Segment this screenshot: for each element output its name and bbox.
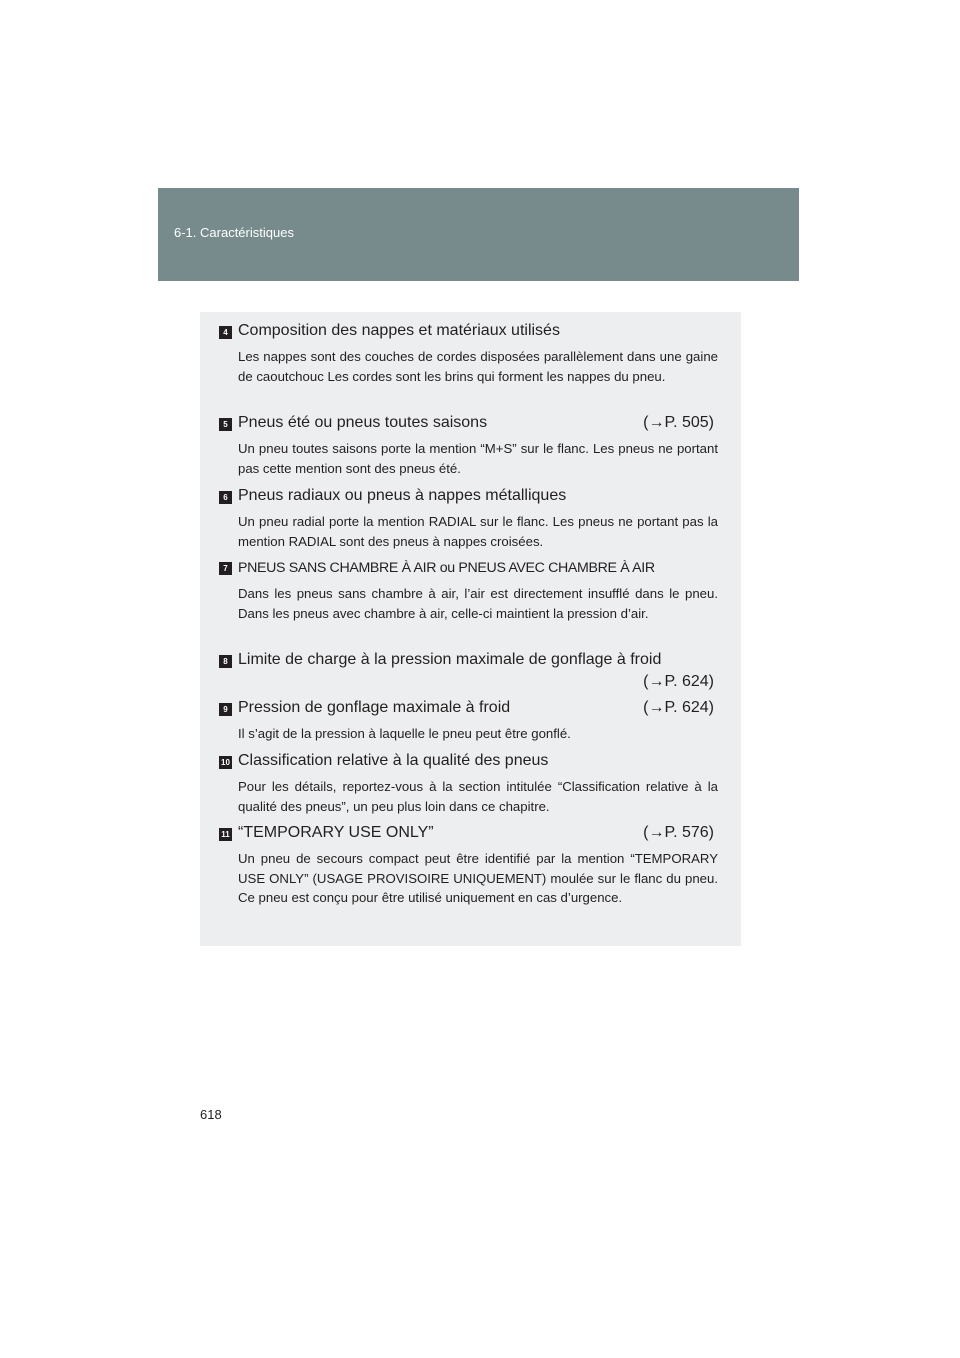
item-number-badge: 10 <box>219 756 232 769</box>
item-title: Pression de gonflage maximale à froid <box>238 699 511 716</box>
item-description: Il s’agit de la pression à laquelle le pneu peut être gonflé. <box>238 726 571 741</box>
item-description: Pour les détails, reportez-vous à la section intitulée “Classification relative à la qualité des pneus”, un peu plus loin dans ce chapitre. <box>238 779 718 814</box>
item-number-badge: 6 <box>219 491 232 504</box>
item-description: Les nappes sont des couches de cordes disposées parallèlement dans une gaine de caoutchouc Les cordes sont les brins qui forment les nappes du pneu. <box>238 349 718 384</box>
item-number-badge: 11 <box>219 828 232 841</box>
page-reference[interactable]: (→P. 624) <box>643 673 714 690</box>
item-description: Un pneu radial porte la mention RADIAL sur le flanc. Les pneus ne portant pas la mention RADIAL sont des pneus à nappes croisées. <box>238 514 718 549</box>
item-title: Pneus radiaux ou pneus à nappes métalliques <box>238 487 567 504</box>
item-number-badge: 9 <box>219 703 232 716</box>
section-title: 6-1. Caractéristiques <box>174 225 294 240</box>
item-number-badge: 8 <box>219 655 232 668</box>
item-number-badge: 4 <box>219 326 232 339</box>
item-description: Dans les pneus sans chambre à air, l’air est directement insufflé dans le pneu. Dans les pneus avec chambre à air, celle-ci maintient la pression d’air. <box>238 586 718 621</box>
item-title: Pneus été ou pneus toutes saisons <box>238 414 488 431</box>
page-reference[interactable]: (→P. 624) <box>643 699 714 716</box>
item-description: Un pneu toutes saisons porte la mention “M+S” sur le flanc. Les pneus ne portant pas cette mention sont des pneus été. <box>238 441 718 476</box>
item-number-badge: 5 <box>219 418 232 431</box>
item-title: Classification relative à la qualité des pneus <box>238 752 549 769</box>
item-title: PNEUS SANS CHAMBRE À AIR ou PNEUS AVEC CHAMBRE À AIR <box>238 560 655 576</box>
item-number-badge: 7 <box>219 562 232 575</box>
item-title: “TEMPORARY USE ONLY” <box>238 824 434 841</box>
item-title: Limite de charge à la pression maximale de gonflage à froid <box>238 651 662 668</box>
page-reference[interactable]: (→P. 505) <box>643 414 714 431</box>
item-title: Composition des nappes et matériaux utilisés <box>238 322 560 339</box>
page-reference[interactable]: (→P. 576) <box>643 824 714 841</box>
item-description: Un pneu de secours compact peut être identifié par la mention “TEMPORARY USE ONLY” (USAGE PROVISOIRE UNIQUEMENT) moulée sur le flanc du pneu. Ce pneu est conçu pour être utilisé uniquement en cas d’urgence. <box>238 851 718 905</box>
page-number: 618 <box>200 1107 222 1122</box>
